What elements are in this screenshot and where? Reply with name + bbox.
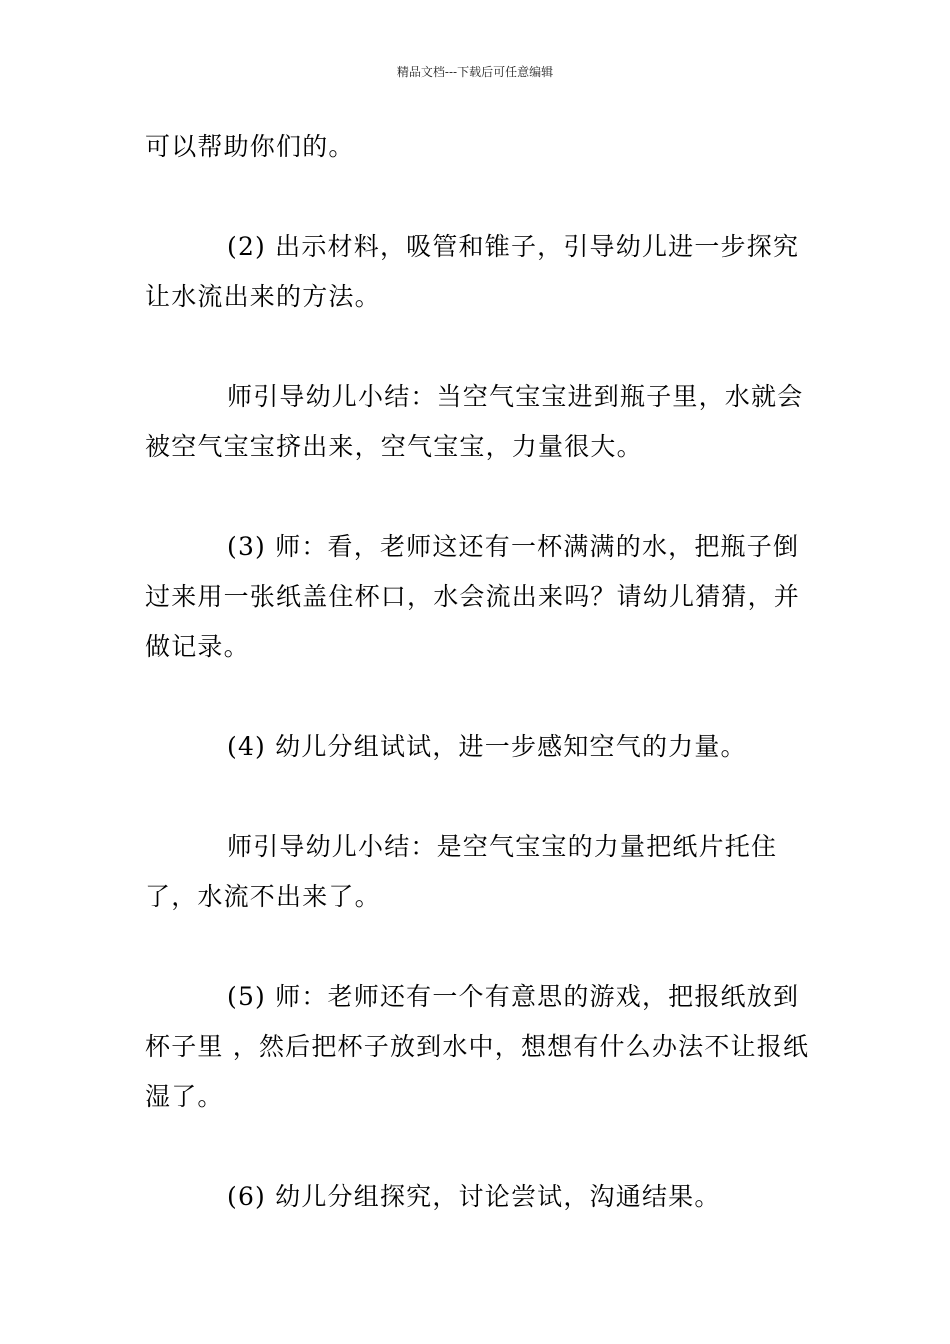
- paragraph-4: (3) 师：看，老师这还有一杯满满的水，把瓶子倒过来用一张纸盖住杯口，水会流出来吗？请幼儿猜猜，并做记录。: [145, 532, 801, 661]
- paragraph-spacer: [145, 922, 810, 972]
- paragraph-spacer: [145, 1122, 810, 1172]
- paragraph-8: (6) 幼儿分组探究，讨论尝试，沟通结果。: [227, 1182, 721, 1211]
- paragraph-5: (4) 幼儿分组试试，进一步感知空气的力量。: [227, 732, 747, 761]
- paragraph-spacer: [145, 772, 810, 822]
- paragraph-2: (2) 出示材料，吸管和锥子，引导幼儿进一步探究让水流出来的方法。: [145, 232, 800, 311]
- paragraph-spacer: [145, 472, 810, 522]
- paragraph-1: 可以帮助你们的。: [145, 132, 355, 161]
- document-body: [145, 122, 810, 1222]
- paragraph-3: 师引导幼儿小结：当空气宝宝进到瓶子里，水就会被空气宝宝挤出来，空气宝宝，力量很大。: [145, 382, 804, 461]
- paragraph-7: (5) 师：老师还有一个有意思的游戏，把报纸放到杯子里 ，然后把杯子放到水中，想想有什么办法不让报纸湿了。: [145, 982, 810, 1111]
- page-header: 精品文档---下载后可任意编辑: [396, 65, 554, 79]
- paragraph-spacer: [145, 172, 810, 222]
- paragraph-6: 师引导幼儿小结：是空气宝宝的力量把纸片托住了，水流不出来了。: [145, 832, 778, 911]
- paragraph-spacer: [145, 672, 810, 722]
- paragraph-spacer: [145, 322, 810, 372]
